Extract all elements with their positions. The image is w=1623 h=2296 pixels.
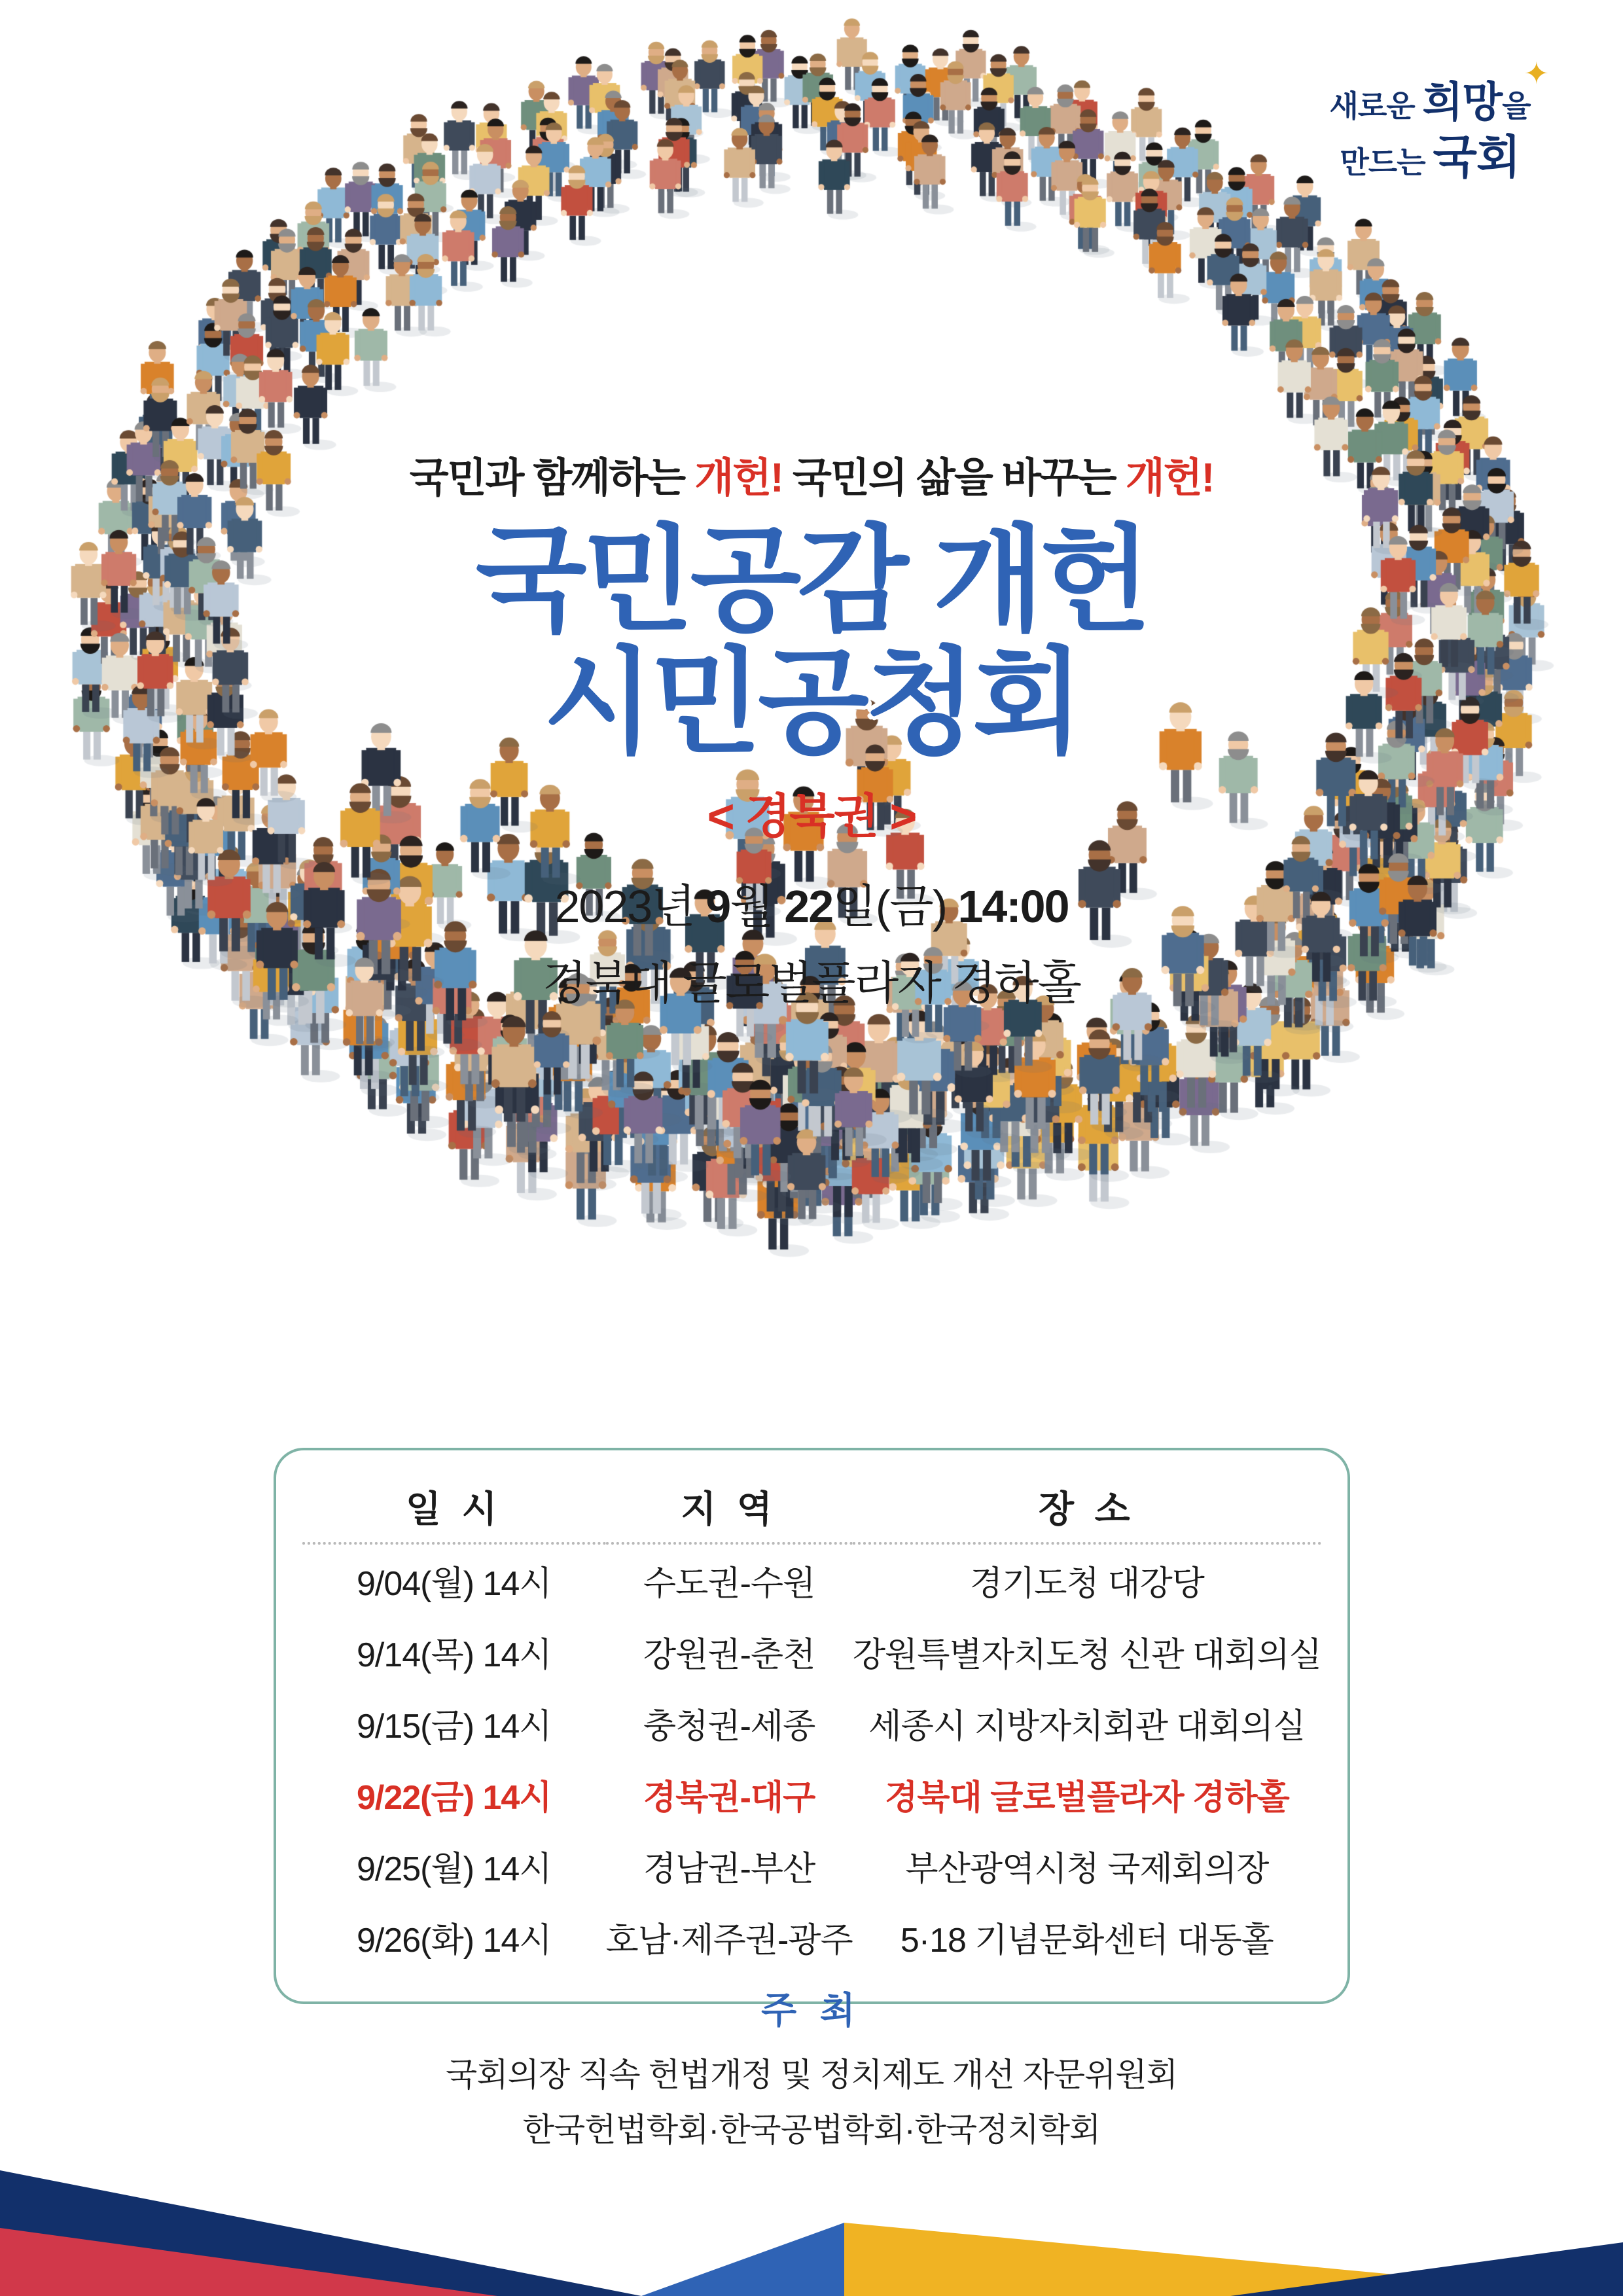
hero-venue: 경북대 글로벌플라자 경하홀 xyxy=(542,957,1081,1009)
cell-place: 강원특별자치도청 신관 대회의실 xyxy=(852,1636,1321,1674)
assembly-logo xyxy=(1299,56,1561,183)
host-line-1: 국회의장 직속 헌법개정 및 정치제도 개선 자문위원회 xyxy=(446,2056,1177,2093)
cell-date: 9/25(월) 14시 xyxy=(356,1850,552,1888)
cell-place: 세종시 지방자치회관 대회의실 xyxy=(868,1708,1306,1746)
page-title-line-1: 국민공감 개헌 xyxy=(475,516,1148,645)
cell-place: 경기도청 대강당 xyxy=(969,1565,1204,1603)
table-row xyxy=(302,1687,1321,1759)
cell-date: 9/15(금) 14시 xyxy=(356,1708,552,1746)
hero-datetime: 2023년 9월 22일(금) 14:00 xyxy=(554,880,1069,932)
bottom-ribbon xyxy=(0,2100,1623,2296)
cell-date: 9/04(월) 14시 xyxy=(356,1565,552,1603)
cell-place: 경북대 글로벌플라자 경하홀 xyxy=(885,1779,1289,1817)
hero-region-label: < 경북권 > xyxy=(707,790,916,843)
table-row xyxy=(302,1830,1321,1901)
logo-line-1: 새로운 희망을 xyxy=(1329,79,1531,126)
schedule-panel xyxy=(274,1448,1350,2004)
table-row xyxy=(302,1543,1321,1616)
host-title: 주 최 xyxy=(761,1990,862,2031)
cell-region: 수도권-수원 xyxy=(643,1565,815,1603)
cell-place: 5·18 기념문화센터 대동홀 xyxy=(900,1922,1274,1960)
column-header-place: 장 소 xyxy=(853,1469,1321,1543)
column-header-date: 일 시 xyxy=(302,1469,606,1543)
table-row xyxy=(302,1759,1321,1830)
cell-region: 경남권-부산 xyxy=(643,1850,815,1888)
hero-text-block xyxy=(0,445,1623,1013)
host-line-2: 한국헌법학회·한국공법학회·한국정치학회 xyxy=(522,2111,1101,2148)
star-icon: ✦ xyxy=(1524,56,1549,90)
cell-region: 호남·제주권-광주 xyxy=(605,1922,853,1960)
hero-kicker: 국민과 함께하는 개헌! 국민의 삶을 바꾸는 개헌! xyxy=(409,456,1214,501)
column-header-region: 지 역 xyxy=(606,1469,853,1543)
cell-place: 부산광역시청 국제회의장 xyxy=(905,1850,1269,1888)
table-header-row xyxy=(302,1469,1321,1543)
cell-region: 강원권-춘천 xyxy=(643,1636,815,1674)
table-row xyxy=(302,1616,1321,1687)
cell-date: 9/22(금) 14시 xyxy=(356,1779,552,1817)
cell-region: 경북권-대구 xyxy=(643,1779,815,1817)
cell-date: 9/26(화) 14시 xyxy=(356,1922,552,1960)
schedule-body xyxy=(302,1543,1321,1973)
cell-date: 9/14(목) 14시 xyxy=(356,1636,552,1674)
logo-line-2: 만드는 국회 xyxy=(1340,131,1520,183)
cell-region: 충청권-세종 xyxy=(643,1708,815,1746)
page-title-line-2: 시민공청회 xyxy=(543,638,1080,767)
table-row xyxy=(302,1901,1321,1973)
schedule-table xyxy=(302,1469,1321,1973)
